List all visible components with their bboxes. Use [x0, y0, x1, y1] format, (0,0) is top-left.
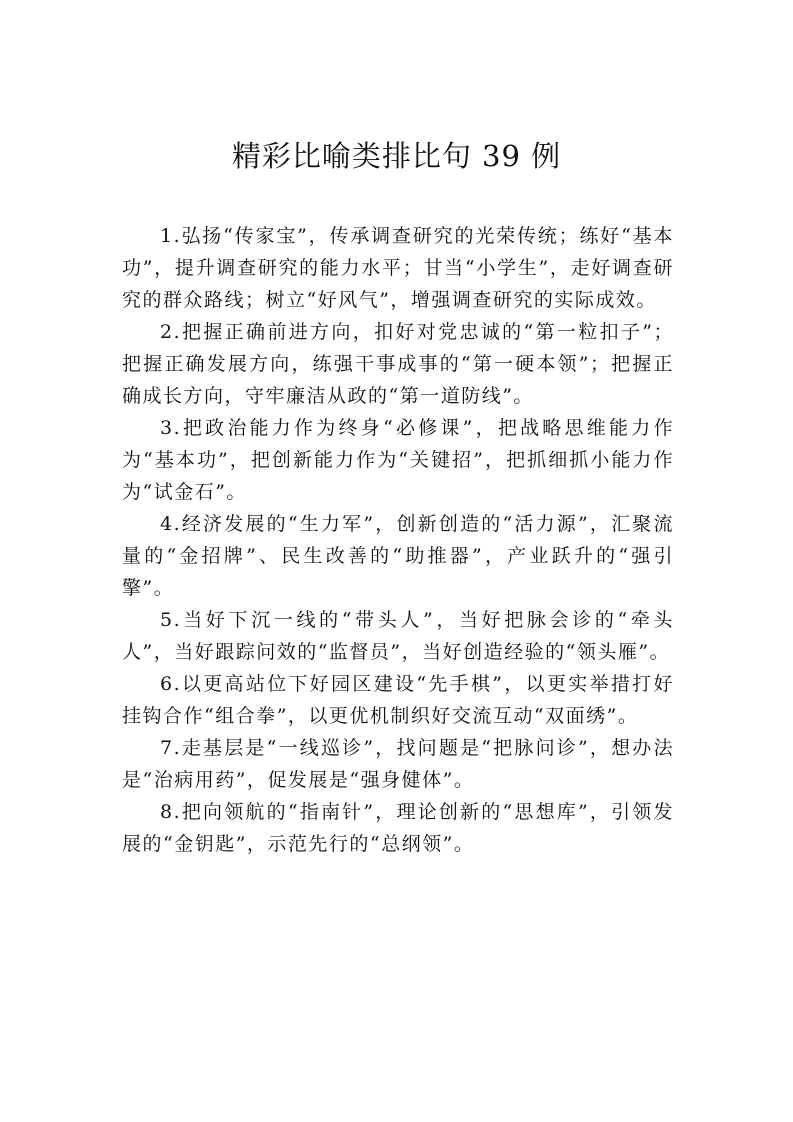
paragraph-1: 1.弘扬“传家宝”，传承调查研究的光荣传统；练好“基本功”，提升调查研究的能力水平；甘当“小学生”，走好调查研究的群众路线；树立“好风气”，增强调查研究的实际成效。 [122, 225, 674, 311]
paragraph-6: 6.以更高站位下好园区建设“先手棋”，以更实举措打好挂钩合作“组合拳”，以更优机制织好交流互动“双面绣”。 [122, 673, 674, 727]
paragraph-7: 7.走基层是“一线巡诊”，找问题是“把脉问诊”，想办法是“治病用药”，促发展是“强身健体”。 [122, 737, 674, 791]
paragraph-3: 3.把政治能力作为终身“必修课”，把战略思维能力作为“基本功”，把创新能力作为“关键招”，把抓细抓小能力作为“试金石”。 [122, 417, 674, 503]
paragraph-4: 4.经济发展的“生力军”，创新创造的“活力源”，汇聚流量的“金招牌”、民生改善的“助推器”，产业跃升的“强引擎”。 [122, 513, 674, 599]
paragraph-8: 8.把向领航的“指南针”，理论创新的“思想库”，引领发展的“金钥匙”，示范先行的“总纲领”。 [122, 801, 674, 855]
document-body [122, 220, 674, 860]
document-title: 精彩比喻类排比句 39 例 [231, 139, 562, 173]
paragraph-2: 2.把握正确前进方向，扣好对党忠诚的“第一粒扣子”；把握正确发展方向，练强干事成事的“第一硬本领”；把握正确成长方向，守牢廉洁从政的“第一道防线”。 [122, 321, 674, 407]
paragraph-5: 5.当好下沉一线的“带头人”，当好把脉会诊的“牵头人”，当好跟踪问效的“监督员”，当好创造经验的“领头雁”。 [122, 609, 674, 663]
